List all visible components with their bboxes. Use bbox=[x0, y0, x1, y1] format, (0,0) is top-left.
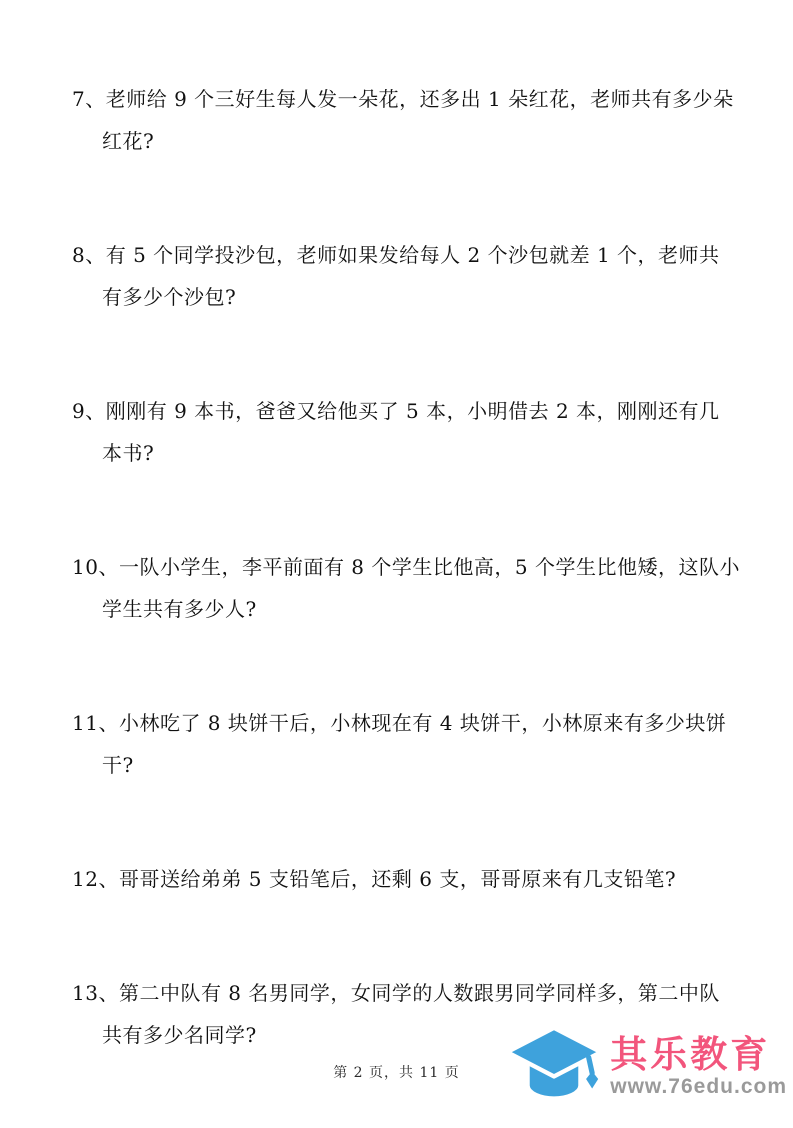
question-item-8 bbox=[72, 234, 740, 318]
question-number: 12、 bbox=[72, 867, 119, 891]
question-text: 老师给 9 个三好生每人发一朵花，还多出 1 朵红花，老师共有多少朵红花? bbox=[102, 87, 734, 153]
question-number: 13、 bbox=[72, 981, 119, 1005]
question-item-12 bbox=[72, 858, 740, 900]
brand-website: www.76edu.com bbox=[610, 1074, 787, 1098]
brand-logo bbox=[502, 1022, 787, 1110]
question-text: 一队小学生，李平前面有 8 个学生比他高，5 个学生比他矮，这队小学生共有多少人? bbox=[102, 555, 740, 621]
question-number: 7、 bbox=[72, 87, 106, 111]
question-text: 刚刚有 9 本书，爸爸又给他买了 5 本，小明借去 2 本，刚刚还有几本书? bbox=[102, 399, 720, 465]
question-number: 10、 bbox=[72, 555, 119, 579]
question-item-7 bbox=[72, 78, 740, 162]
graduation-cap-icon bbox=[502, 1022, 606, 1110]
question-number: 8、 bbox=[72, 243, 106, 267]
question-text: 小林吃了 8 块饼干后，小林现在有 4 块饼干，小林原来有多少块饼干? bbox=[102, 711, 727, 777]
question-number: 9、 bbox=[72, 399, 106, 423]
question-text: 有 5 个同学投沙包，老师如果发给每人 2 个沙包就差 1 个，老师共有多少个沙包? bbox=[102, 243, 720, 309]
question-text: 第二中队有 8 名男同学，女同学的人数跟男同学同样多，第二中队共有多少名同学? bbox=[102, 981, 720, 1047]
brand-name: 其乐教育 bbox=[610, 1033, 771, 1075]
brand-text-block bbox=[610, 1035, 787, 1098]
question-item-9 bbox=[72, 390, 740, 474]
question-item-11 bbox=[72, 702, 740, 786]
question-text: 哥哥送给弟弟 5 支铅笔后，还剩 6 支，哥哥原来有几支铅笔? bbox=[118, 867, 677, 891]
page-number-indicator: 第 2 页，共 11 页 bbox=[333, 1065, 460, 1081]
question-number: 11、 bbox=[72, 711, 119, 735]
question-item-10 bbox=[72, 546, 740, 630]
question-list bbox=[72, 78, 740, 1128]
